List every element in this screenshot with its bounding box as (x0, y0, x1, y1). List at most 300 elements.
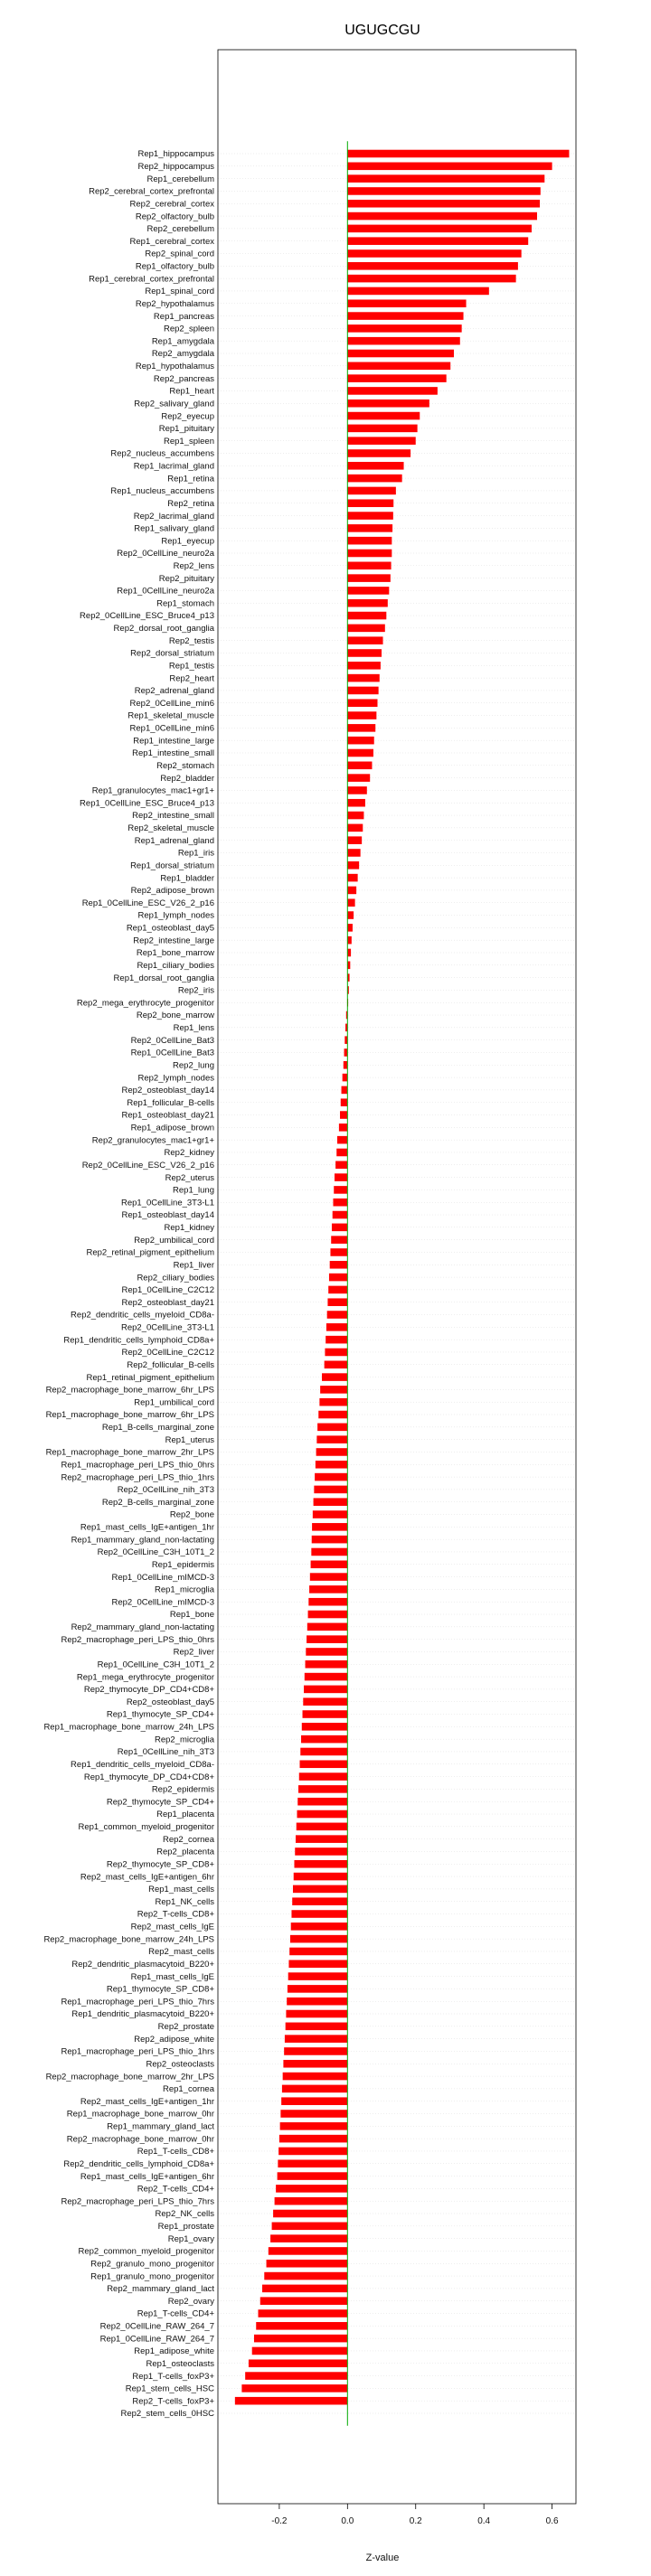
category-label: Rep1_bone_marrow (136, 948, 214, 959)
category-label: Rep1_T-cells_CD8+ (137, 2147, 214, 2158)
category-label: Rep2_salivary_gland (134, 399, 214, 409)
category-label: Rep2_macrophage_bone_marrow_24h_LPS (43, 1934, 214, 1945)
bar (347, 387, 438, 395)
category-labels (43, 149, 214, 2419)
category-label: Rep2_osteoblast_day5 (126, 1697, 214, 1707)
bar (327, 1298, 347, 1306)
category-label: Rep2_0CellLine_neuro2a (117, 549, 214, 559)
bar (269, 2247, 347, 2255)
category-label: Rep2_retinal_pigment_epithelium (86, 1247, 214, 1258)
bar (347, 537, 392, 545)
category-label: Rep2_0CellLine_nih_3T3 (117, 1485, 214, 1496)
bar (313, 1510, 347, 1518)
category-label: Rep1_0CellLine_ESC_Bruce4_p13 (80, 798, 214, 809)
category-label: Rep1_0CellLine_neuro2a (117, 586, 214, 597)
bar (241, 2384, 347, 2393)
bar (347, 374, 446, 382)
category-label: Rep2_placenta (156, 1847, 214, 1857)
bar (308, 1598, 347, 1606)
category-label: Rep1_0CellLine_min6 (129, 723, 214, 734)
bar (325, 1360, 348, 1368)
bar (347, 612, 386, 620)
bar (347, 887, 356, 895)
bar (308, 1611, 348, 1619)
category-label: Rep1_dorsal_root_ganglia (113, 973, 214, 983)
category-label: Rep1_bladder (160, 873, 214, 884)
category-label: Rep2_retina (167, 498, 214, 509)
category-label: Rep2_0CellLine_Bat3 (130, 1035, 214, 1046)
category-label: Rep2_umbilical_cord (134, 1235, 214, 1246)
bar (347, 662, 381, 670)
bar (347, 711, 376, 719)
bar (347, 562, 391, 570)
bar (286, 2010, 347, 2018)
bar (314, 1486, 347, 1494)
category-label: Rep2_bladder (160, 773, 214, 784)
bar (301, 1735, 347, 1744)
category-label: Rep1_macrophage_bone_marrow_6hr_LPS (45, 1410, 214, 1421)
category-label: Rep2_thymocyte_SP_CD8+ (106, 1859, 214, 1870)
bar (320, 1386, 347, 1394)
bar (347, 724, 375, 732)
bar (347, 911, 354, 919)
category-label: Rep2_lens (173, 561, 214, 572)
category-label: Rep2_thymocyte_SP_CD4+ (106, 1797, 214, 1808)
category-label: Rep1_macrophage_peri_LPS_thio_0hrs (61, 1460, 214, 1471)
bar (256, 2322, 347, 2330)
bar (278, 2172, 348, 2180)
bar (280, 2110, 347, 2118)
category-label: Rep1_epidermis (151, 1559, 214, 1570)
bar (347, 249, 521, 258)
bar (344, 1048, 348, 1057)
bar (285, 2035, 347, 2043)
category-label: Rep1_prostate (157, 2222, 214, 2233)
bar (278, 2159, 347, 2167)
category-label: Rep1_dendritic_cells_myeloid_CD8a- (71, 1759, 214, 1770)
bar (347, 774, 370, 782)
category-label: Rep2_mast_cells (148, 1947, 214, 1958)
category-label: Rep1_thymocyte_DP_CD4+CD8+ (83, 1772, 214, 1782)
bar (327, 1311, 348, 1319)
bar (283, 2073, 348, 2081)
bar (347, 699, 377, 707)
category-label: Rep1_granulo_mono_progenitor (90, 2271, 214, 2282)
category-label: Rep1_cerebellum (146, 174, 214, 184)
category-label: Rep2_intestine_large (133, 935, 214, 946)
category-label: Rep2_cerebral_cortex (129, 199, 214, 210)
category-label: Rep2_0CellLine_3T3-L1 (121, 1322, 214, 1333)
bar (347, 412, 420, 420)
category-label: Rep2_intestine_small (132, 811, 214, 822)
bar (347, 262, 518, 270)
category-label: Rep2_bone_marrow (136, 1011, 214, 1021)
bar (276, 2185, 347, 2193)
bar (272, 2223, 348, 2231)
category-label: Rep2_heart (169, 673, 214, 684)
category-label: Rep1_stem_cells_HSC (125, 2383, 214, 2394)
category-label: Rep1_microglia (154, 1584, 214, 1595)
category-label: Rep1_macrophage_peri_LPS_thio_1hrs (61, 2046, 214, 2057)
bar (288, 1985, 347, 1993)
bar (347, 737, 373, 745)
category-label: Rep1_follicular_B-cells (127, 1097, 214, 1108)
bar (286, 2023, 348, 2031)
category-label: Rep1_uterus (165, 1434, 214, 1445)
bar (296, 1835, 347, 1843)
bar (347, 174, 544, 183)
x-axis (271, 2504, 559, 2526)
category-label: Rep1_hippocampus (137, 149, 214, 160)
bar (331, 1236, 347, 1244)
bar (322, 1373, 347, 1381)
bar (347, 425, 417, 433)
bar (288, 1960, 347, 1968)
category-label: Rep1_ovary (167, 2233, 214, 2244)
category-label: Rep2_0CellLine_ESC_Bruce4_p13 (80, 611, 214, 622)
category-label: Rep2_epidermis (151, 1784, 214, 1795)
category-label: Rep2_mast_cells_IgE+antigen_6hr (80, 1872, 214, 1883)
category-label: Rep1_olfactory_bulb (135, 261, 214, 272)
category-label: Rep1_intestine_small (132, 748, 214, 759)
category-label: Rep1_spleen (164, 436, 214, 447)
category-label: Rep2_spinal_cord (145, 249, 214, 259)
category-label: Rep2_testis (168, 635, 214, 646)
bar (254, 2335, 347, 2343)
category-label: Rep1_intestine_large (133, 736, 214, 747)
category-label: Rep1_eyecup (161, 536, 214, 547)
category-label: Rep2_ovary (167, 2296, 214, 2307)
bar (333, 1211, 348, 1219)
bar (347, 574, 391, 582)
bar (347, 936, 352, 945)
category-label: Rep2_mammary_gland_non-lactating (71, 1622, 214, 1633)
bar (332, 1224, 347, 1232)
bar (347, 350, 454, 358)
category-label: Rep1_dendritic_plasmacytoid_B220+ (71, 2009, 214, 2020)
category-label: Rep2_dendritic_cells_lymphoid_CD8a+ (63, 2158, 214, 2169)
category-label: Rep2_follicular_B-cells (127, 1359, 214, 1370)
bar (339, 1123, 347, 1132)
chart-title: UGUGCGU (344, 23, 420, 38)
category-label: Rep2_cornea (162, 1834, 214, 1845)
category-label: Rep1_0CellLine_nih_3T3 (117, 1747, 214, 1758)
bar (316, 1435, 347, 1443)
bar (347, 599, 388, 607)
category-label: Rep2_pituitary (158, 573, 214, 584)
bar (347, 499, 393, 507)
bar (304, 1686, 347, 1694)
bar (314, 1498, 348, 1506)
category-label: Rep1_retina (167, 474, 214, 484)
bar (347, 812, 363, 820)
category-label: Rep1_umbilical_cord (134, 1397, 214, 1408)
bar (281, 2097, 347, 2105)
bar (347, 237, 528, 245)
category-label: Rep1_adrenal_gland (134, 835, 214, 846)
category-label: Rep1_adipose_white (134, 2346, 214, 2357)
category-label: Rep2_lung (173, 1060, 214, 1071)
bar (347, 299, 466, 307)
category-label: Rep1_mast_cells_IgE+antigen_6hr (80, 2171, 214, 2182)
bar (347, 836, 362, 844)
bar (326, 1336, 347, 1344)
bar (262, 2285, 347, 2293)
category-label: Rep1_macrophage_peri_LPS_thio_7hrs (61, 1997, 214, 2007)
bar (347, 362, 450, 371)
category-label: Rep2_macrophage_bone_marrow_6hr_LPS (45, 1385, 214, 1396)
x-tick-label: 0.0 (341, 2516, 354, 2526)
x-tick-label: 0.4 (477, 2516, 491, 2526)
bar (299, 1772, 348, 1781)
bar (283, 2060, 347, 2068)
category-label: Rep1_0CellLine_RAW_264_7 (99, 2334, 214, 2345)
bar (347, 924, 353, 932)
bar (306, 1648, 347, 1656)
category-label: Rep2_macrophage_bone_marrow_2hr_LPS (45, 2072, 214, 2082)
bar (347, 824, 363, 832)
category-label: Rep1_mammary_gland_non-lactating (71, 1535, 214, 1546)
bar (316, 1448, 348, 1456)
bar (347, 649, 382, 657)
category-label: Rep2_ciliary_bodies (137, 1273, 214, 1283)
bar (309, 1585, 347, 1594)
category-label: Rep1_lacrimal_gland (133, 461, 214, 472)
category-label: Rep1_ciliary_bodies (137, 960, 214, 971)
bar (347, 687, 378, 695)
bar (298, 1785, 347, 1793)
bar (275, 2197, 348, 2205)
category-label: Rep1_osteoblast_day14 (121, 1210, 214, 1221)
category-label: Rep2_eyecup (161, 411, 214, 422)
category-label: Rep2_kidney (164, 1148, 214, 1159)
category-label: Rep2_iris (177, 985, 214, 996)
category-label: Rep1_0CellLine_C3H_10T1_2 (97, 1659, 214, 1670)
category-label: Rep2_lacrimal_gland (133, 511, 214, 522)
category-label: Rep2_spleen (164, 324, 214, 334)
category-label: Rep2_macrophage_peri_LPS_thio_7hrs (61, 2196, 214, 2207)
category-label: Rep1_0CellLine_Bat3 (130, 1048, 214, 1058)
bar (259, 2309, 348, 2317)
bar (316, 1461, 347, 1469)
bar (347, 163, 552, 171)
bar (347, 324, 461, 333)
category-label: Rep2_dorsal_root_ganglia (113, 624, 214, 635)
category-label: Rep2_liver (173, 1647, 214, 1658)
category-label: Rep1_dorsal_striatum (130, 860, 214, 871)
bar (249, 2359, 347, 2367)
category-label: Rep1_common_myeloid_progenitor (78, 1822, 214, 1833)
bar (347, 550, 392, 558)
bar (310, 1573, 347, 1581)
bar (335, 1161, 347, 1170)
category-label: Rep2_hypothalamus (135, 298, 214, 309)
category-label: Rep1_macrophage_bone_marrow_0hr (66, 2109, 214, 2120)
category-label: Rep2_adipose_brown (130, 886, 214, 897)
bar (284, 2047, 347, 2055)
bar (307, 1635, 347, 1643)
bar (347, 587, 389, 595)
bar (342, 1086, 348, 1095)
bar (347, 200, 540, 208)
bar (287, 1998, 347, 2006)
bar (318, 1411, 347, 1419)
x-tick-label: 0.2 (409, 2516, 422, 2526)
category-label: Rep2_0CellLine_min6 (129, 698, 214, 709)
category-label: Rep1_mammary_gland_lact (107, 2121, 214, 2132)
bar (347, 187, 540, 195)
category-label: Rep2_macrophage_bone_marrow_0hr (66, 2134, 214, 2145)
category-label: Rep2_cerebellum (146, 224, 214, 235)
bar (347, 275, 515, 283)
bar (336, 1149, 347, 1157)
category-label: Rep2_mast_cells_IgE+antigen_1hr (80, 2096, 214, 2107)
category-label: Rep1_stomach (156, 598, 214, 609)
bar (279, 2135, 347, 2143)
gridlines (218, 154, 576, 2413)
category-label: Rep2_stem_cells_0HSC (120, 2409, 214, 2420)
bar (294, 1873, 348, 1881)
category-label: Rep1_spinal_cord (145, 287, 214, 297)
category-label: Rep1_NK_cells (155, 1896, 214, 1907)
bar (347, 449, 410, 457)
x-tick-label: -0.2 (271, 2516, 288, 2526)
bar (341, 1098, 348, 1106)
bar (270, 2234, 347, 2242)
category-label: Rep1_retinal_pigment_epithelium (86, 1372, 214, 1383)
category-label: Rep1_mega_erythrocyte_progenitor (76, 1672, 214, 1683)
bar (311, 1548, 347, 1556)
category-label: Rep1_macrophage_bone_marrow_24h_LPS (43, 1722, 214, 1733)
category-label: Rep2_granulo_mono_progenitor (90, 2259, 214, 2270)
category-label: Rep2_common_myeloid_progenitor (78, 2246, 214, 2257)
bar (347, 749, 373, 757)
bar (347, 636, 382, 644)
category-label: Rep1_T-cells_CD4+ (137, 2308, 214, 2319)
category-label: Rep1_osteoclasts (146, 2358, 214, 2369)
bar (329, 1274, 347, 1282)
bar (273, 2210, 347, 2218)
bar (347, 849, 360, 857)
bar (347, 225, 532, 233)
category-label: Rep1_skeletal_muscle (127, 710, 214, 721)
category-label: Rep1_T-cells_foxP3+ (132, 2371, 214, 2382)
bar (334, 1186, 347, 1194)
bar (347, 312, 463, 320)
bar (245, 2372, 347, 2380)
category-label: Rep1_osteoblast_day5 (126, 923, 214, 934)
category-label: Rep1_0CellLine_C2C12 (121, 1285, 214, 1296)
bar (300, 1760, 348, 1768)
bar (264, 2272, 347, 2280)
category-label: Rep1_heart (169, 386, 214, 397)
category-label: Rep1_hypothalamus (135, 362, 214, 372)
category-label: Rep1_lens (173, 1023, 214, 1034)
category-label: Rep2_dendritic_plasmacytoid_B220+ (71, 1959, 214, 1970)
category-label: Rep1_testis (168, 661, 214, 672)
bar (252, 2347, 348, 2355)
bar (300, 1748, 347, 1756)
category-label: Rep2_pancreas (153, 373, 214, 384)
category-label: Rep2_dorsal_striatum (130, 648, 214, 659)
bar (297, 1810, 347, 1819)
category-label: Rep1_thymocyte_SP_CD4+ (106, 1709, 214, 1720)
category-label: Rep2_stomach (156, 760, 214, 771)
category-label: Rep2_T-cells_CD8+ (137, 1909, 214, 1920)
category-label: Rep1_cerebral_cortex_prefrontal (89, 274, 214, 285)
category-label: Rep2_cerebral_cortex_prefrontal (89, 186, 214, 197)
category-label: Rep2_T-cells_CD4+ (137, 2184, 214, 2195)
category-label: Rep2_microglia (154, 1735, 214, 1745)
category-label: Rep2_macrophage_peri_LPS_thio_0hrs (61, 1634, 214, 1645)
category-label: Rep1_amygdala (151, 336, 214, 347)
category-label: Rep1_nucleus_accumbens (110, 486, 214, 497)
category-label: Rep2_amygdala (151, 349, 214, 360)
category-label: Rep1_placenta (156, 1810, 214, 1820)
x-tick-label: 0.6 (545, 2516, 559, 2526)
bar (302, 1723, 348, 1731)
category-label: Rep2_osteoclasts (146, 2059, 214, 2070)
category-label: Rep1_0CellLine_mIMCD-3 (111, 1572, 214, 1583)
category-label: Rep2_0CellLine_RAW_264_7 (99, 2321, 214, 2332)
bar (347, 874, 357, 882)
bar (340, 1111, 347, 1119)
category-label: Rep1_mast_cells_IgE+antigen_1hr (80, 1522, 214, 1533)
bar (292, 1897, 347, 1905)
bar (235, 2397, 347, 2405)
category-label: Rep2_dendritic_cells_myeloid_CD8a- (71, 1310, 214, 1321)
category-label: Rep1_dendritic_cells_lymphoid_CD8a+ (63, 1335, 214, 1346)
category-label: Rep2_0CellLine_mIMCD-3 (111, 1597, 214, 1608)
category-label: Rep2_mast_cells_IgE (130, 1922, 214, 1932)
bar (343, 1074, 348, 1082)
bar (330, 1248, 347, 1256)
bar (347, 212, 537, 221)
category-label: Rep1_salivary_gland (134, 523, 214, 534)
category-label: Rep1_thymocyte_SP_CD8+ (106, 1984, 214, 1995)
bar (347, 437, 415, 445)
bar (306, 1660, 348, 1669)
bar (347, 786, 366, 794)
bar (319, 1398, 347, 1406)
category-label: Rep2_lymph_nodes (137, 1073, 214, 1084)
category-label: Rep1_mast_cells (148, 1885, 214, 1895)
bar (347, 487, 396, 495)
category-label: Rep2_granulocytes_mac1+gr1+ (91, 1135, 214, 1146)
bar (280, 2122, 348, 2130)
category-label: Rep1_liver (173, 1260, 214, 1271)
bar (303, 1697, 347, 1706)
category-label: Rep2_bone (169, 1509, 214, 1520)
category-label: Rep2_0CellLine_C2C12 (121, 1348, 214, 1359)
bar (307, 1623, 348, 1631)
category-label: Rep1_mast_cells_IgE (130, 1971, 214, 1982)
bar (347, 512, 393, 520)
category-label: Rep2_mega_erythrocyte_progenitor (76, 998, 214, 1009)
bar (305, 1673, 348, 1681)
bar (347, 625, 384, 633)
category-label: Rep1_macrophage_bone_marrow_2hr_LPS (45, 1447, 214, 1458)
bar (303, 1710, 348, 1718)
bar (347, 287, 489, 296)
bar (347, 861, 359, 870)
category-label: Rep1_kidney (164, 1223, 214, 1234)
bar (347, 337, 459, 345)
category-label: Rep1_lung (173, 1185, 214, 1196)
bar (297, 1823, 348, 1831)
category-label: Rep2_macrophage_peri_LPS_thio_1hrs (61, 1472, 214, 1483)
category-label: Rep2_nucleus_accumbens (110, 448, 214, 459)
